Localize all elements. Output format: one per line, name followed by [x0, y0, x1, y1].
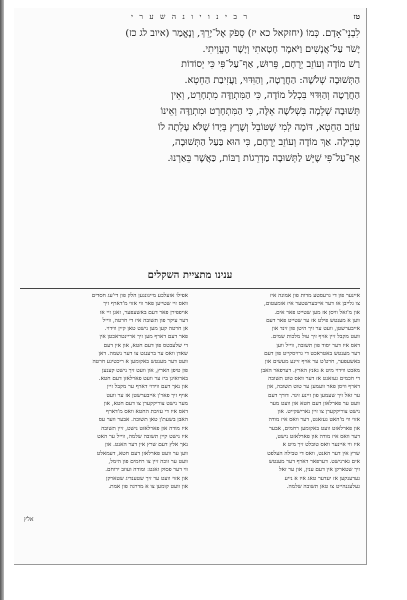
commentary-line: דארף וויסן פאר וועמען ער טוט תשובה, און [267, 384, 360, 391]
commentary-line: מער נישט צוריקקערן צו דעם חטא, און [103, 400, 188, 407]
commentary-line: און נאך דעם ווידוי דארף ער מקבל זיין [107, 384, 188, 391]
commentary-line: אפילו אזעלכע מיינונגען הלק פון די'עג חסדים [91, 293, 188, 299]
commentary-line: באשעפער, חרט'ט ער אויף זיינע מעשים און [265, 359, 360, 366]
commentary-left-column [20, 292, 188, 512]
commentary-line: ער זאל זיך שעמען פון זיינע זינד. דורך דעם [267, 392, 360, 399]
commentary-line: וועט ער זוכה זיין צו רחמים פון הימל, [108, 458, 188, 465]
main-text-block [20, 26, 360, 166]
commentary-line: די חכמים געזאגט אז דער וואס טוט תשובה [268, 375, 360, 382]
commentary-line: פאר דעם דארף מען זיך אריינטראכטן אין [99, 334, 188, 341]
commentary-divider [20, 288, 360, 289]
commentary-line: שאדן וואס ער ברענגט צו דער נשמה. דאן [98, 351, 188, 358]
commentary-line: דער וואס איז מודה און פארלאזט נישט, [275, 434, 360, 441]
commentary-line: נאך אלץ דעם שרץ אין דער האנט. און [105, 442, 188, 449]
main-text-line: אַף־עַל־פִּי שֶׁיֵּשׁ לַתְּשׁוּבָה מַדְרֵגוֹת רַבּוֹת, כַּאֲשֶׁר בֵּאַרְנוּ. [167, 152, 360, 164]
commentary-line: איז ווי איינער וואס טובלט זיך מיט א [282, 442, 360, 449]
commentary-line: האבן בשעת'ן טאן תשובה. אבער ווער עס [98, 417, 188, 424]
commentary-line: ווען א מענטש פילט אז ער שטייט פאר דעם [266, 317, 360, 324]
commentary-line: אים גארנישט. דערפאר דארף דער מענטש [268, 458, 360, 465]
commentary-line: דער מענטש באטראכט די גרויסקייט פון דעם [264, 351, 360, 358]
commentary-heading: ענינו מתציית השקלים [147, 270, 233, 281]
commentary-line: פון טיפן הארץ, און וועט זיך נישט קענען [101, 367, 188, 374]
commentary-line: בארואיגן ביז ער וועט פארלאזן דעם חטא. [98, 375, 188, 382]
commentary-line: און אזוי וועט ער זיך שטענדיג שטארקן [106, 475, 188, 482]
main-text-line: הַחֲרָטָה וְהַוִּדּוּי בִּכְלַל מוֹדֶה, כִּי הַמִּתְוַדֶּה מִתְחָרֵט, וְאֵין [171, 90, 360, 102]
commentary-line: דאס איז די עזיבת החטא וואס מ'דארף [106, 409, 188, 416]
commentary-line: געלעגנהייט צו טאן תשובה שלמה. [286, 483, 360, 490]
running-head [14, 12, 366, 26]
commentary-line: און פארלאזט וועט באקומען רחמים, אבער [269, 425, 360, 432]
commentary-line: איז מודה און פארלאזט נישט, זיין תשובה [101, 425, 188, 432]
commentary-line: אויף זיך פאר'ן אייבערשטן אז ער וועט [106, 392, 188, 399]
commentary-line: צו גלייבן אז דער אייבערשטער איז אומעטום, [264, 301, 360, 308]
main-text-line: טְבִילָה. אַךְ מוֹדֶה וְעוֹזֵב יְרֻחָם, כִּי הוּא בַּעַל הַתְּשׁוּבָה, [172, 137, 360, 149]
commentary-line: און מ'זאל וויסן אז מען שטייט פאר אים. [274, 309, 360, 316]
commentary-line: מאכט ווידוי מיט א גאנץ הארץ. דערפאר האבן [261, 367, 360, 374]
commentary-line: זיך שטארקן אין דעם ענין, און ער זאל [279, 467, 360, 474]
commentary-line: ווי דער פסוק זאגט: ומודה ועוזב ירוחם. [105, 467, 188, 474]
commentary-line: וועט דער מענטש באקומען א ריכטיגע חרטה [92, 359, 188, 366]
commentary-line: די שלעכטס פון דעם חטא, און אין דעם [103, 342, 188, 349]
commentary-line: אייבערשטן, וועט ער זיך היטן פון זינד און [271, 326, 360, 333]
commentary-line: איינער פון די גרעסטע מדות פון אמונה איז [269, 293, 360, 299]
commentary-line: און וועט קומען צו א מדרגה פון אמת. [108, 483, 188, 490]
catchword: אלץ [24, 516, 34, 523]
commentary-right-column [192, 292, 360, 512]
main-text-line: הַתְּשׁוּבָה שְׁלֹשָׁה: הַחֲרָטָה, וְהַוִּדּוּי, וַעֲזִיבַת הַחֵטְא. [184, 74, 360, 86]
scan-edge [0, 0, 4, 600]
commentary-line: ווען ער וועט פארלאזן דעם חטא, דעמאלט [96, 450, 188, 457]
commentary-line: וועט ער פארלאזן דעם חטא און וועט מער [269, 400, 360, 407]
main-text-line: לִבְנֵי־אָדָם. כְּמוֹ (יחזקאל כא יז) סְפֹק אֶל־יָרֵךְ, וְנֶאֱמַר (איוב לג כז) [125, 28, 360, 39]
commentary-line: איז נישט קיין תשובה שלמה, ווייל ער האט [97, 434, 188, 441]
book-page [14, 8, 367, 565]
commentary-line: וועט מקבל זיין אויף זיך עול מלכות שמים. [270, 334, 360, 341]
main-text-line: יָשֹׁר עַל־אֲנָשִׁים וַיֹּאמֶר חָטָאתִי וְיָשָׁר הֶעֱוֵיתִי. [202, 43, 360, 55]
commentary-line: דאס איז דער יסוד פון תשובה, ווייל ווען [276, 342, 360, 349]
commentary-line: אן חרטה קען מען נישט טאן קיין ווידוי. [104, 326, 188, 333]
commentary-line: שרץ אין דער האנט, וואס די טבילה העלפט [267, 450, 360, 457]
commentary-line: געדענקען אז יעדער טאג איז א נייע [284, 475, 360, 482]
page-number: טז [353, 12, 360, 21]
main-text-line: תְּשׁוּבָה שְׁלֵמָה בִּשְׁלֹשָׁה אֵלֶּה, כִּי הַמִּתְחָרֵט וּמִתְוַדֶּה וְאֵינוֹ [160, 105, 360, 117]
commentary-line: אויפפירן פאר דעם באשעפער, זאגן זיי אז [99, 309, 188, 316]
commentary-line: נישט צוריקקערן צו זיין נארישקייט. און [277, 409, 360, 416]
commentary-line: דער עיקר פון תשובה איז די חרטה, ווייל [102, 317, 188, 324]
running-title: ר ב י נ ו י ו נ ה ש ע ר י [130, 12, 250, 21]
main-text-line: עוֹזֵב הַחֵטְא, דּוֹמֶה לְמִי שֶׁטּוֹבֵל וְשֶׁרֶץ בְּיָדוֹ שֶׁלֹּא עָלְתָה לוֹ [158, 121, 360, 133]
main-text-line: רַשׁ מוֹדֶה וְעוֹזֵב יְרֻחָם, פֵּרוּשׁ, אַף־עַל־פִּי כִּי יְסוֹדוֹת [181, 59, 360, 71]
commentary-line: אזוי ווי מ'האט געזאגט, דער וואס איז מודה [268, 417, 360, 424]
commentary-line: וואס זיי שטייען פאר ווי אזוי מ'דארף זיך [103, 301, 188, 308]
